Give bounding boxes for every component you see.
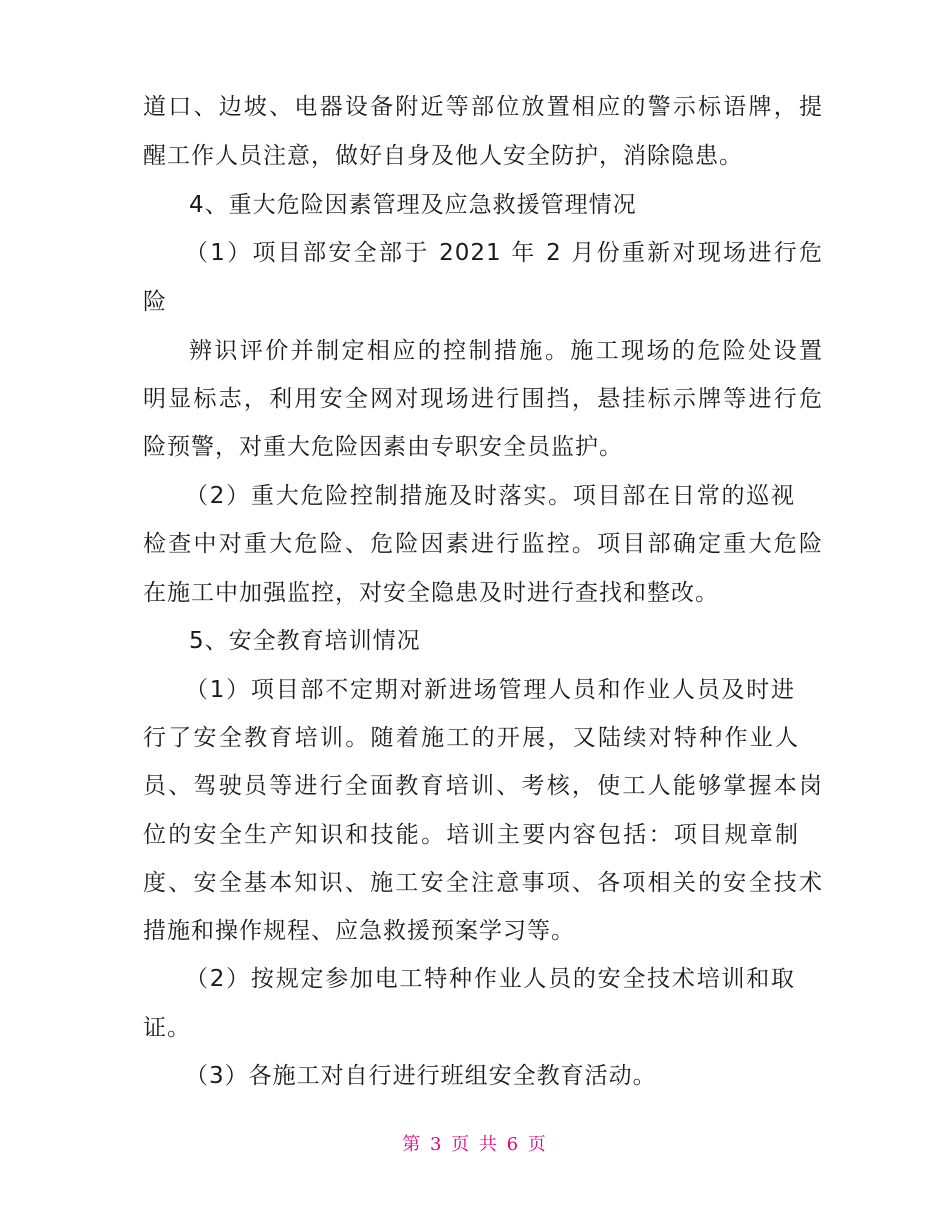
body-line: （2）重大危险控制措施及时落实。项目部在日常的巡视 (185, 483, 795, 509)
body-line: （2）按规定参加电工特种作业人员的安全技术培训和取 (185, 966, 795, 992)
body-line: 在施工中加强监控，对安全隐患及时进行查找和整改。 (143, 580, 719, 606)
body-line: 措施和操作规程、应急救援预案学习等。 (143, 918, 575, 944)
body-line: 醒工作人员注意，做好自身及他人安全防护，消除隐患。 (143, 143, 743, 169)
body-line: 证。 (143, 1015, 191, 1041)
body-line: 员、驾驶员等进行全面教育培训、考核，使工人能够掌握本岗 (143, 773, 823, 799)
body-line: 检查中对重大危险、危险因素进行监控。项目部确定重大危险 (143, 531, 823, 557)
page-number-footer: 第 3 页 共 6 页 (402, 1134, 548, 1155)
body-line: （3）各施工对自行进行班组安全教育活动。 (185, 1063, 657, 1089)
section-heading: 4、重大危险因素管理及应急救援管理情况 (189, 192, 637, 218)
body-line: 辨识评价并制定相应的控制措施。施工现场的危险处设置 (189, 338, 823, 364)
body-line: 道口、边坡、电器设备附近等部位放置相应的警示标语牌，提 (143, 94, 823, 120)
body-line: 位的安全生产知识和技能。培训主要内容包括：项目规章制 (143, 822, 799, 848)
section-heading: 5、安全教育培训情况 (189, 628, 421, 654)
body-line: （1）项目部安全部于 2021 年 2 月份重新对现场进行危 (185, 240, 823, 266)
body-line: 度、安全基本知识、施工安全注意事项、各项相关的安全技术 (143, 870, 823, 896)
body-line: 险预警，对重大危险因素由专职安全员监护。 (143, 434, 623, 460)
body-line: （1）项目部不定期对新进场管理人员和作业人员及时进 (185, 677, 795, 703)
body-line: 行了安全教育培训。随着施工的开展，又陆续对特种作业人 (143, 725, 799, 751)
body-line: 明显标志，利用安全网对现场进行围挡，悬挂标示牌等进行危 (143, 386, 823, 412)
body-line: 险 (143, 289, 167, 315)
